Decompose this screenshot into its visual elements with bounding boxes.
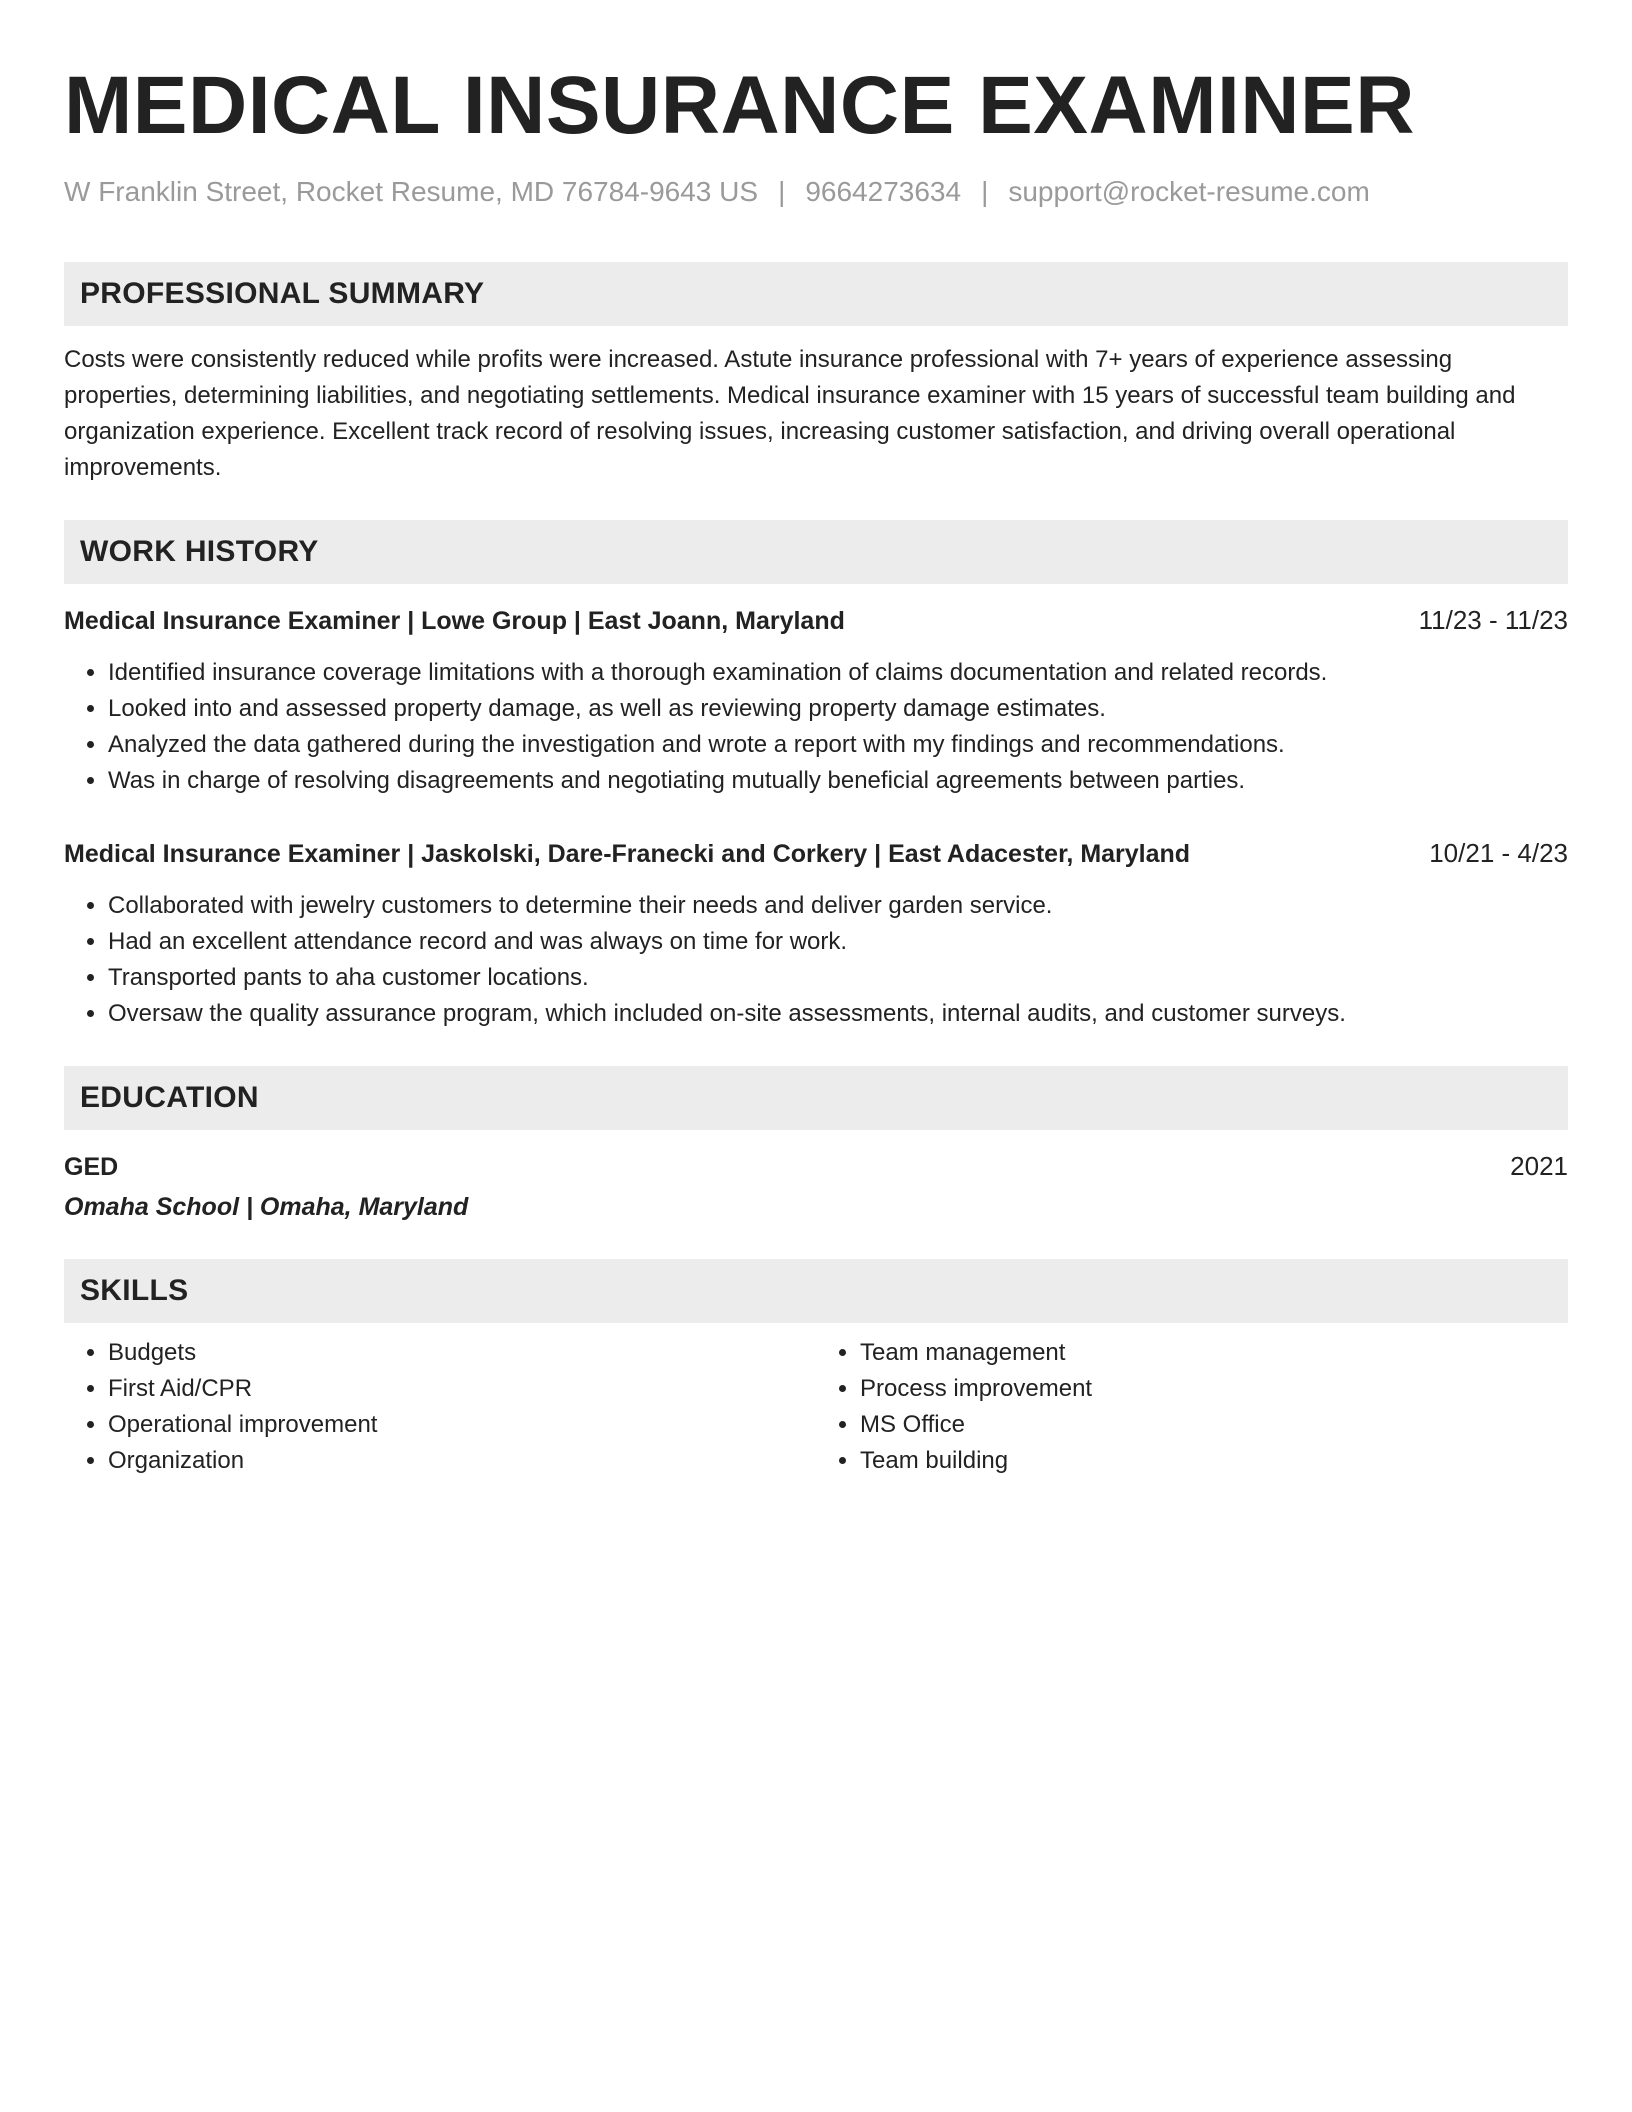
education-entry — [64, 1148, 1568, 1225]
section-header-summary — [64, 262, 1568, 326]
list-item: • Was in charge of resolving disagreements and negotiating mutually beneficial agreements between parties. — [108, 763, 1568, 799]
list-item: • MS Office — [860, 1407, 1568, 1443]
contact-line — [64, 174, 1568, 210]
education-header — [64, 1148, 1568, 1185]
section-header-education — [64, 1066, 1568, 1130]
list-item: • Oversaw the quality assurance program, which included on-site assessments, internal audits, and customer surveys. — [108, 996, 1568, 1032]
job-dates: 10/21 - 4/23 — [1429, 838, 1568, 868]
education-degree: GED — [64, 1153, 119, 1181]
list-item: • Process improvement — [860, 1371, 1568, 1407]
skills-column-left — [64, 1335, 816, 1479]
skills-column-right — [816, 1335, 1568, 1479]
summary-text: Costs were consistently reduced while profits were increased. Astute insurance professional with 7+ years of experience assessing properties, determining liabilities, and negotiating settlements. Medical insurance examiner with 15 years of successful team building and organization experience. Excellent track record of resolving issues, increasing customer satisfaction, and driving overall operational improvements. — [64, 346, 1516, 481]
list-item: • Team building — [860, 1443, 1568, 1479]
section-header-skills — [64, 1259, 1568, 1323]
section-title: SKILLS — [80, 1274, 189, 1307]
job-bullets — [64, 888, 1568, 1032]
education-school: Omaha School | Omaha, Maryland — [64, 1193, 469, 1221]
candidate-name: MEDICAL INSURANCE EXAMINER — [64, 60, 1415, 151]
job-heading: Medical Insurance Examiner | Jaskolski, Dare-Franecki and Corkery | East Adacester, Maryland — [64, 840, 1191, 868]
skills-list — [64, 1335, 1568, 1479]
list-item: • Analyzed the data gathered during the investigation and wrote a report with my findings and recommendations. — [108, 727, 1568, 763]
job-bullets — [64, 655, 1568, 799]
contact-phone: 9664273634 — [805, 176, 962, 207]
list-item: • Identified insurance coverage limitations with a thorough examination of claims documentation and related records. — [108, 655, 1568, 691]
job-header — [64, 602, 1568, 639]
list-item: • Budgets — [108, 1335, 816, 1371]
section-title: WORK HISTORY — [80, 535, 319, 568]
section-title: PROFESSIONAL SUMMARY — [80, 277, 485, 310]
list-item: • Organization — [108, 1443, 816, 1479]
list-item: • Looked into and assessed property damage, as well as reviewing property damage estimates. — [108, 691, 1568, 727]
contact-address: W Franklin Street, Rocket Resume, MD 76784-9643 US — [64, 176, 759, 207]
contact-separator: | — [778, 176, 786, 207]
job-heading: Medical Insurance Examiner | Lowe Group | East Joann, Maryland — [64, 607, 845, 635]
list-item: • Collaborated with jewelry customers to determine their needs and deliver garden service. — [108, 888, 1568, 924]
job-header — [64, 835, 1568, 872]
contact-email: support@rocket-resume.com — [1008, 176, 1370, 207]
job-entry — [64, 835, 1568, 1032]
section-title: EDUCATION — [80, 1081, 259, 1114]
job-entry — [64, 602, 1568, 799]
job-dates: 11/23 - 11/23 — [1418, 605, 1568, 635]
list-item: • Had an excellent attendance record and was always on time for work. — [108, 924, 1568, 960]
list-item: • Operational improvement — [108, 1407, 816, 1443]
education-year: 2021 — [1510, 1151, 1568, 1181]
list-item: • First Aid/CPR — [108, 1371, 816, 1407]
list-item: • Transported pants to aha customer locations. — [108, 960, 1568, 996]
section-header-work-history — [64, 520, 1568, 584]
list-item: • Team management — [860, 1335, 1568, 1371]
contact-separator: | — [981, 176, 989, 207]
